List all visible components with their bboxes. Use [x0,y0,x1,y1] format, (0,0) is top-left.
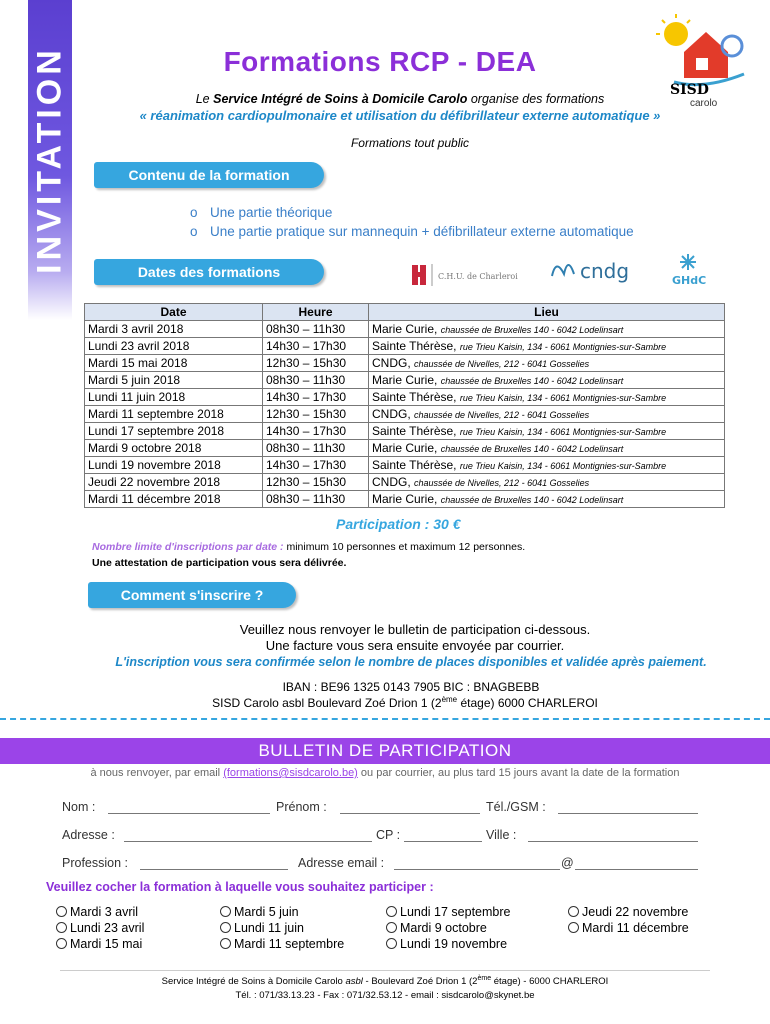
cell-lieu: Sainte Thérèse, rue Trieu Kaisin, 134 - 6061 Montignies-sur-Sambre [369,389,725,406]
chu-logo-icon [410,262,530,288]
chu-logo-text: C.H.U. de Charleroi [438,272,518,281]
prenom-field[interactable] [340,813,480,814]
cell-lieu: Marie Curie, chaussée de Bruxelles 140 - 6042 Lodelinsart [369,321,725,338]
label-cp: CP : [376,828,401,842]
tel-field[interactable] [558,813,698,814]
cndg-logo-text: cndg [580,259,630,283]
radio-icon[interactable] [220,922,231,933]
ghdc-logo-icon [664,252,712,290]
cp-field[interactable] [404,841,482,842]
attestation-note: Une attestation de participation vous sera délivrée. [92,557,347,569]
cell-heure: 12h30 – 15h30 [263,474,369,491]
ghdc-logo-text: GHdC [672,274,707,287]
label-nom: Nom : [62,800,96,814]
cut-line [0,718,770,720]
intro-public: Formations tout public [350,136,470,150]
table-row [85,355,725,372]
choice-instruction: Veuillez cocher la formation à laquelle vous souhaitez participer : [46,880,434,894]
col-date: Date [85,304,263,321]
profession-field[interactable] [140,869,288,870]
option-mardi-15-mai[interactable]: Mardi 15 mai [56,937,142,951]
cell-lieu: Sainte Thérèse, rue Trieu Kaisin, 134 - 6061 Montignies-sur-Sambre [369,423,725,440]
cell-heure: 14h30 – 17h30 [263,338,369,355]
table-header-row [85,304,725,321]
sisd-address: SISD Carolo asbl Boulevard Zoé Drion 1 (2ème étage) 6000 CHARLEROI [212,695,598,710]
label-profession: Profession : [62,856,129,870]
intro-line: Le Service Intégré de Soins à Domicile Carolo organise des formations [195,92,605,106]
list-item: o Une partie pratique sur mannequin + défibrillateur externe automatique [190,224,634,239]
bulletin-title: BULLETIN DE PARTICIPATION [258,741,512,760]
cell-date: Mardi 9 octobre 2018 [85,440,263,457]
org-name: Service Intégré de Soins à Domicile Carolo [213,92,468,106]
cell-heure: 14h30 – 17h30 [263,389,369,406]
contenu-list [190,205,634,243]
radio-icon[interactable] [56,922,67,933]
logo-subtext: carolo [690,98,718,109]
col-lieu: Lieu [369,304,725,321]
table-row [85,440,725,457]
table-row [85,321,725,338]
bulletin-subtitle: à nous renvoyer, par email (formations@sisdcarolo.be) ou par courrier, au plus tard 15 jours avant la date de la formation [90,767,680,779]
cell-heure: 08h30 – 11h30 [263,372,369,389]
cell-heure: 08h30 – 11h30 [263,321,369,338]
list-item: o Une partie théorique [190,205,333,220]
radio-icon[interactable] [56,906,67,917]
option-jeudi-22-novembre[interactable]: Jeudi 22 novembre [568,905,688,919]
cell-date: Mardi 15 mai 2018 [85,355,263,372]
cell-lieu: Marie Curie, chaussée de Bruxelles 140 - 6042 Lodelinsart [369,372,725,389]
footer-address: Service Intégré de Soins à Domicile Carolo asbl - Boulevard Zoé Drion 1 (2ème étage) - 6000 CHARLEROI [161,975,609,988]
cell-date: Jeudi 22 novembre 2018 [85,474,263,491]
table-row [85,423,725,440]
iban-info: IBAN : BE96 1325 0143 7905 BIC : BNAGBEBB [282,680,540,694]
cell-lieu: CNDG, chaussée de Nivelles, 212 - 6041 Gosselies [369,355,725,372]
table-row [85,457,725,474]
label-ville: Ville : [486,828,517,842]
adresse-field[interactable] [124,841,372,842]
table-row [85,474,725,491]
cell-lieu: Marie Curie, chaussée de Bruxelles 140 - 6042 Lodelinsart [369,491,725,508]
schedule-table [84,303,725,508]
option-lundi-17-septembre[interactable]: Lundi 17 septembre [386,905,511,919]
radio-icon[interactable] [568,922,579,933]
footer-divider [60,970,710,971]
radio-icon[interactable] [568,906,579,917]
cell-date: Lundi 11 juin 2018 [85,389,263,406]
cell-date: Mardi 5 juin 2018 [85,372,263,389]
label-tel: Tél./GSM : [486,800,546,814]
table-row [85,389,725,406]
cell-date: Mardi 3 avril 2018 [85,321,263,338]
option-mardi-5-juin[interactable]: Mardi 5 juin [220,905,299,919]
participation-price: Participation : 30 € [336,516,461,532]
label-adresse: Adresse : [62,828,115,842]
radio-icon[interactable] [220,938,231,949]
cell-lieu: CNDG, chaussée de Nivelles, 212 - 6041 Gosselies [369,474,725,491]
page-title: Formations RCP - DEA [223,46,537,77]
radio-icon[interactable] [386,906,397,917]
cell-heure: 14h30 – 17h30 [263,457,369,474]
table-row [85,338,725,355]
radio-icon[interactable] [386,922,397,933]
cell-lieu: Sainte Thérèse, rue Trieu Kaisin, 134 - 6061 Montignies-sur-Sambre [369,338,725,355]
radio-icon[interactable] [220,906,231,917]
radio-icon[interactable] [56,938,67,949]
intro-topic: « réanimation cardiopulmonaire et utilisation du défibrillateur externe automatique » [139,108,661,123]
inscription-line-2: Une facture vous sera ensuite envoyée par courrier. [265,638,565,653]
email-at: @ [561,856,574,870]
cell-lieu: Sainte Thérèse, rue Trieu Kaisin, 134 - 6061 Montignies-sur-Sambre [369,457,725,474]
option-lundi-11-juin[interactable]: Lundi 11 juin [220,921,304,935]
table-row [85,372,725,389]
cell-lieu: CNDG, chaussée de Nivelles, 212 - 6041 Gosselies [369,406,725,423]
email-domain-field[interactable] [575,869,698,870]
cell-date: Mardi 11 septembre 2018 [85,406,263,423]
inscription-line-3: L'inscription vous sera confirmée selon le nombre de places disponibles et validée après paiement. [115,655,707,669]
email-link[interactable]: (formations@sisdcarolo.be) [223,767,358,779]
email-field[interactable] [394,869,560,870]
cell-heure: 12h30 – 15h30 [263,406,369,423]
table-row [85,406,725,423]
cell-date: Lundi 23 avril 2018 [85,338,263,355]
side-banner-text: INVITATION [30,46,69,274]
inscription-line-1: Veuillez nous renvoyer le bulletin de participation ci-dessous. [239,622,591,637]
table-row [85,491,725,508]
option-lundi-19-novembre[interactable]: Lundi 19 novembre [386,937,507,951]
label-prenom: Prénom : [276,800,327,814]
option-mardi-9-octobre[interactable]: Mardi 9 octobre [386,921,487,935]
option-mardi-11-septembre[interactable]: Mardi 11 septembre [220,937,344,951]
cell-lieu: Marie Curie, chaussée de Bruxelles 140 - 6042 Lodelinsart [369,440,725,457]
cell-heure: 14h30 – 17h30 [263,423,369,440]
option-lundi-23-avril[interactable]: Lundi 23 avril [56,921,144,935]
cell-date: Lundi 17 septembre 2018 [85,423,263,440]
label-email: Adresse email : [298,856,385,870]
option-mardi-11-decembre[interactable]: Mardi 11 décembre [568,921,689,935]
ville-field[interactable] [528,841,698,842]
col-heure: Heure [263,304,369,321]
cell-heure: 12h30 – 15h30 [263,355,369,372]
footer-contact: Tél. : 071/33.13.23 - Fax : 071/32.53.12 - email : sisdcarolo@skynet.be [235,990,535,1001]
cndg-logo-icon [546,252,638,290]
limit-note: Nombre limite d'inscriptions par date : minimum 10 personnes et maximum 12 personnes. [92,541,526,553]
logo-text: SISD [670,82,709,98]
section-dates: Dates des formations [94,259,324,285]
cell-date: Mardi 11 décembre 2018 [85,491,263,508]
nom-field[interactable] [108,813,270,814]
cell-heure: 08h30 – 11h30 [263,491,369,508]
cell-date: Lundi 19 novembre 2018 [85,457,263,474]
section-contenu: Contenu de la formation [94,162,324,188]
radio-icon[interactable] [386,938,397,949]
section-inscrire: Comment s'inscrire ? [88,582,296,608]
cell-heure: 08h30 – 11h30 [263,440,369,457]
option-mardi-3-avril[interactable]: Mardi 3 avril [56,905,138,919]
